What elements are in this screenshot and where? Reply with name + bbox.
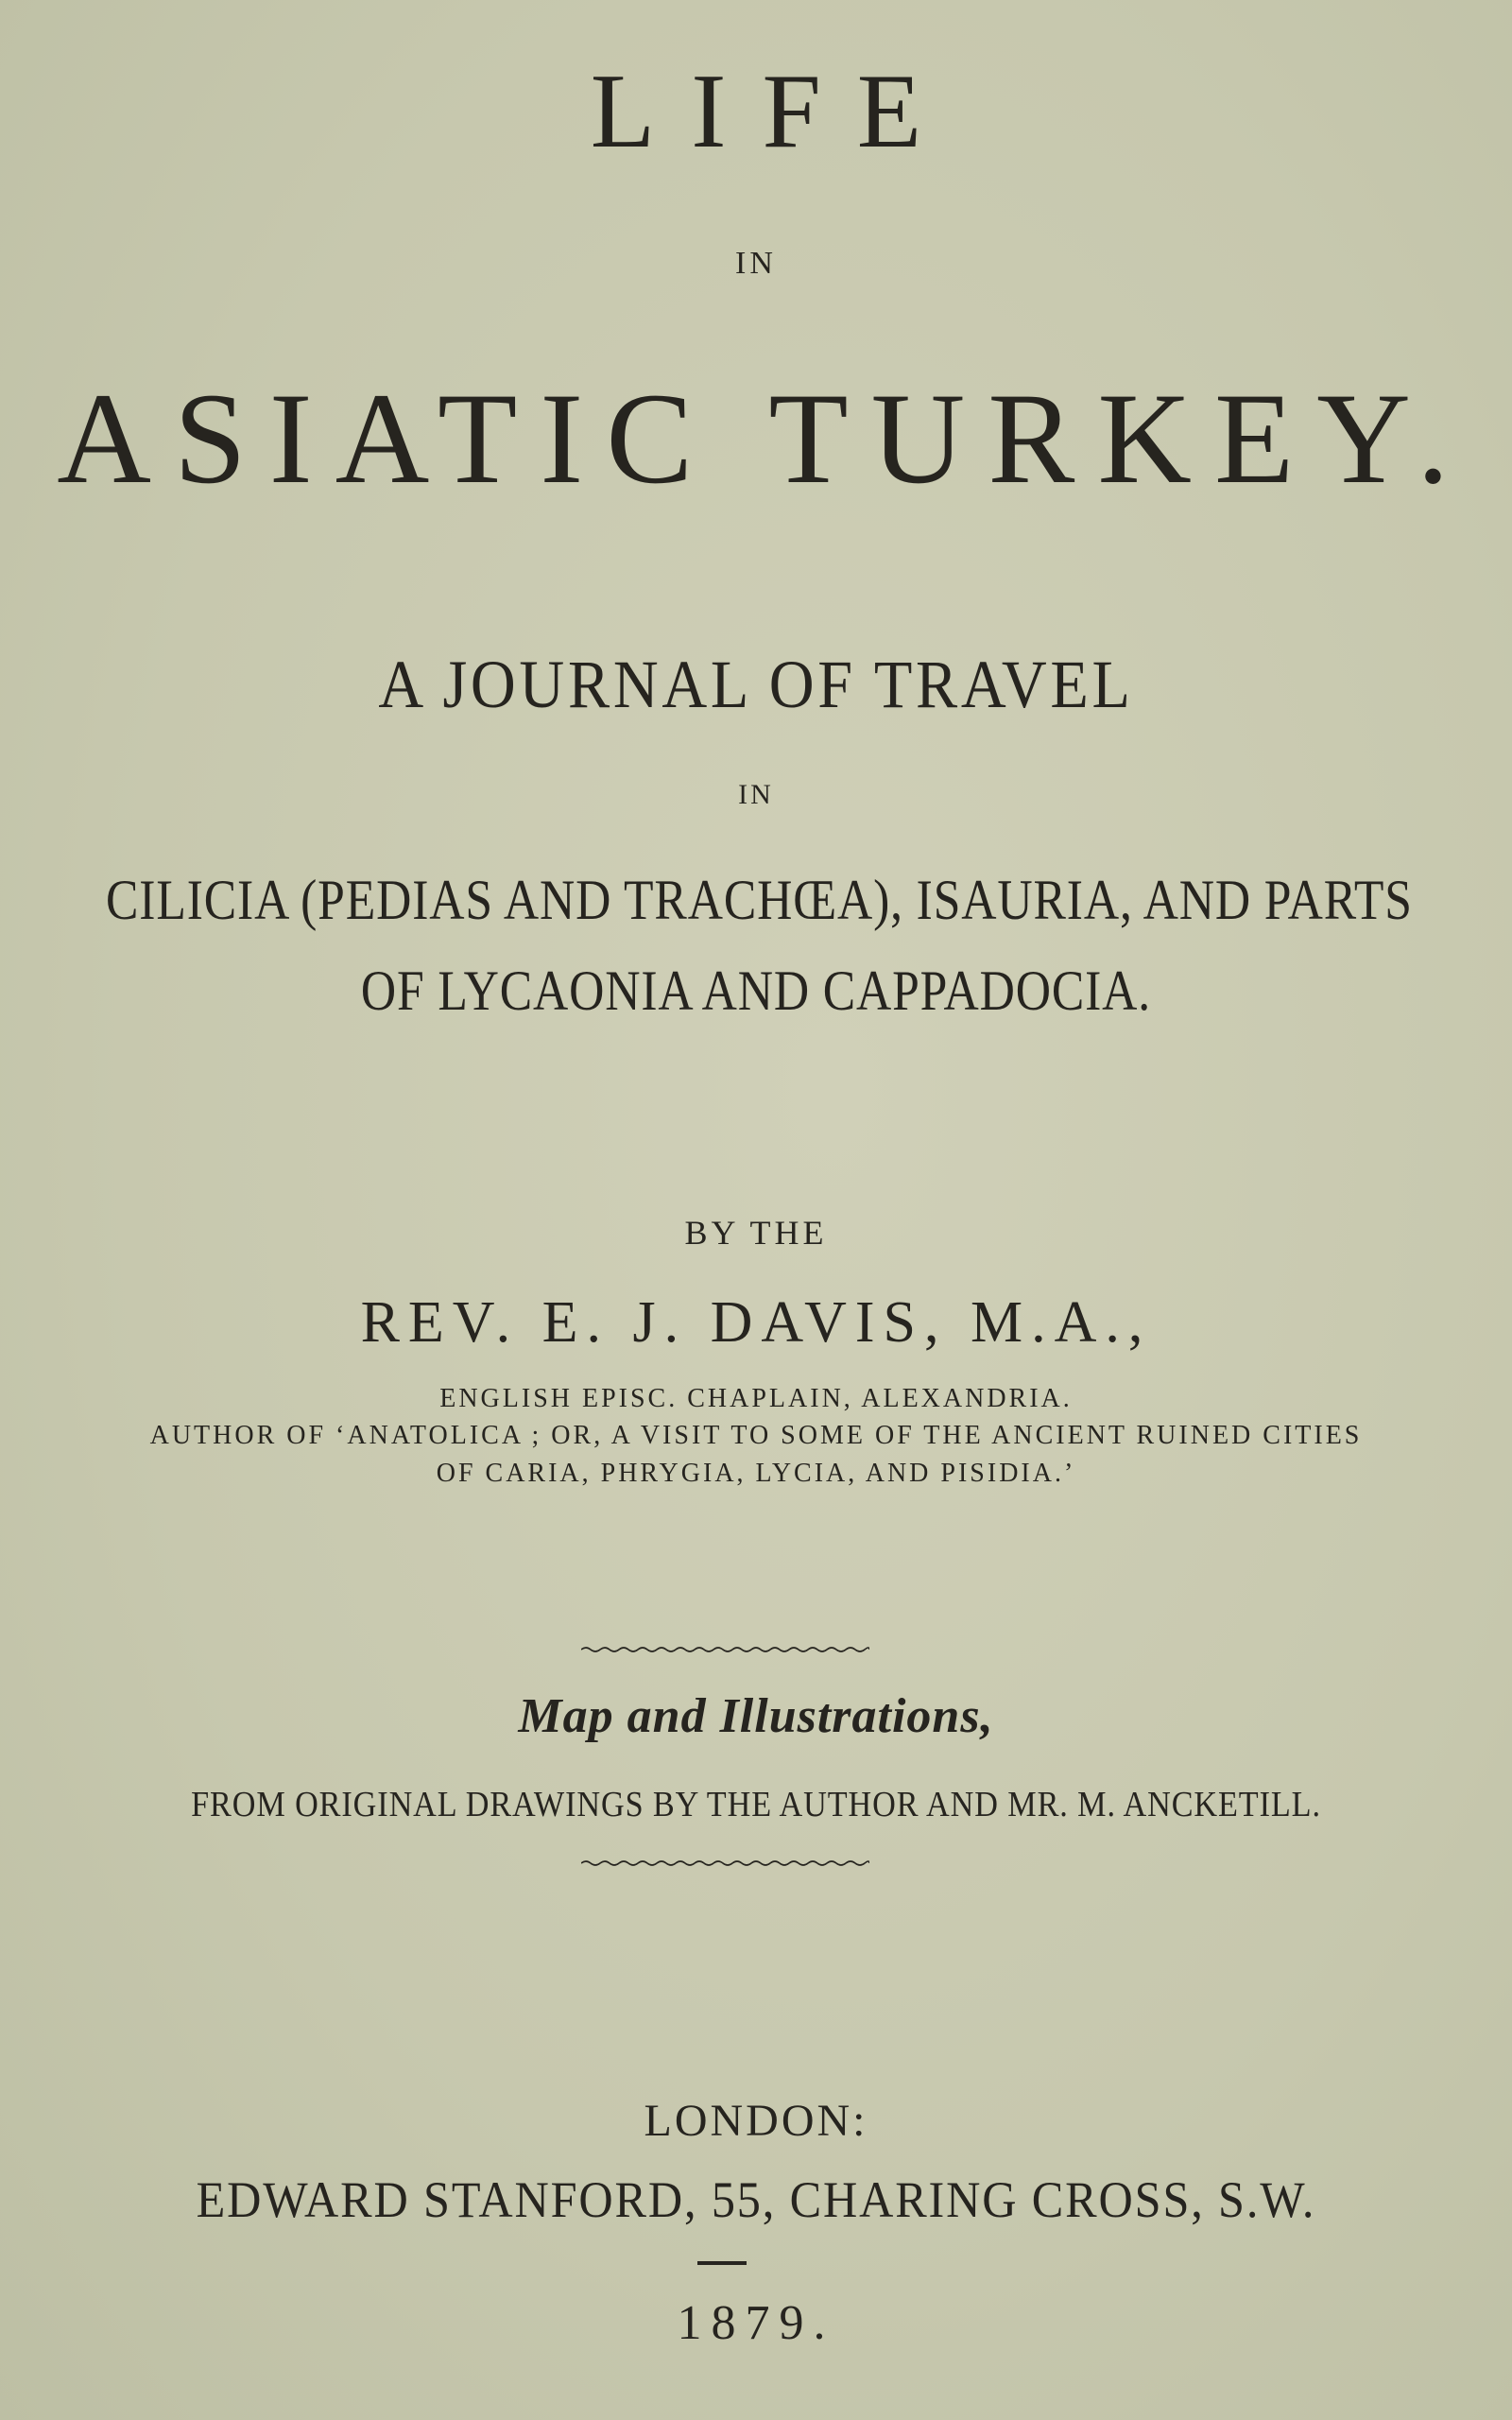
book-title-sub: ASIATIC TURKEY.	[57, 366, 1472, 510]
author-works-line2: OF CARIA, PHRYGIA, LYCIA, AND PISIDIA.’	[436, 1459, 1076, 1488]
illustrations-credit: FROM ORIGINAL DRAWINGS BY THE AUTHOR AND MR. M. ANCKETILL.	[191, 1785, 1321, 1824]
title-connector: IN	[735, 246, 777, 281]
author-name: REV. E. J. DAVIS, M.A.,	[360, 1290, 1152, 1355]
wavy-rule-ornament-bottom	[581, 1858, 869, 1868]
imprint-city: LONDON:	[644, 2096, 868, 2146]
imprint-publisher: EDWARD STANFORD, 55, CHARING CROSS, S.W.	[196, 2171, 1316, 2228]
illustrations-heading: Map and Illustrations,	[518, 1689, 994, 1743]
author-position: ENGLISH EPISC. CHAPLAIN, ALEXANDRIA.	[439, 1384, 1073, 1413]
by-the-label: BY THE	[684, 1214, 828, 1252]
book-title-main: LIFE	[590, 53, 958, 170]
subtitle-connector: IN	[738, 779, 774, 810]
short-divider-rule	[697, 2261, 747, 2265]
author-works-line1: AUTHOR OF ‘ANATOLICA ; OR, A VISIT TO SOME OF THE ANCIENT RUINED CITIES	[149, 1421, 1363, 1450]
wavy-rule-ornament-top	[581, 1645, 869, 1654]
subtitle-regions-line1: CILICIA (PEDIAS AND TRACHŒA), ISAURIA, AND PARTS	[106, 869, 1413, 931]
subtitle-journal: A JOURNAL OF TRAVEL	[378, 647, 1134, 722]
subtitle-regions-line2: OF LYCAONIA AND CAPPADOCIA.	[360, 959, 1152, 1022]
imprint-year: 1879.	[677, 2296, 835, 2350]
